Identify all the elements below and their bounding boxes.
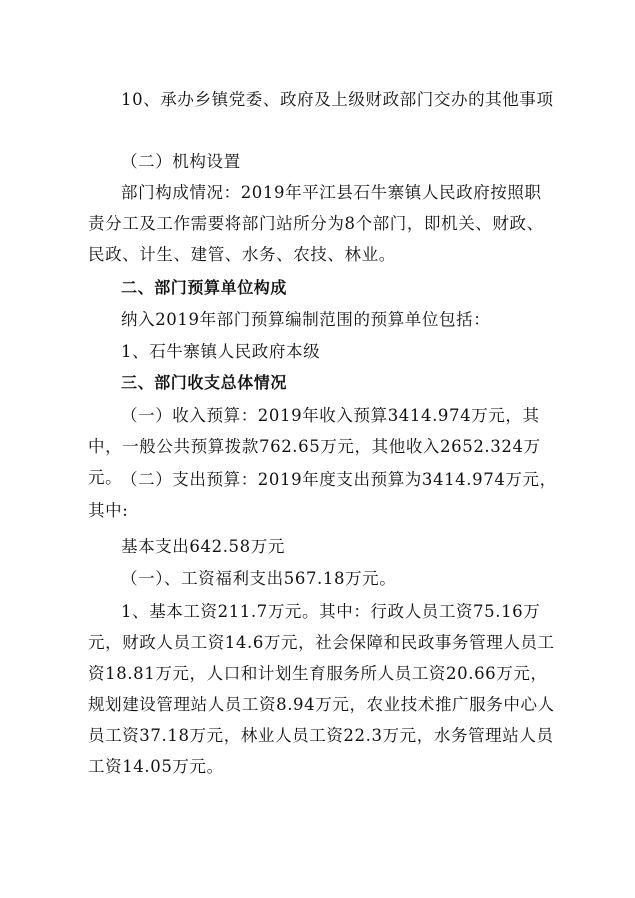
paragraph-budget-scope: 纳入2019年部门预算编制范围的预算单位包括： xyxy=(121,310,491,329)
paragraph-basic-salary: 1、基本工资211.7万元。其中：行政人员工资75.16万元，财政人员工资14.6万元，社会保障和民政事务管理人员工资18.81万元，人口和计划生育服务所人员工资20.66万元，规划建设管理站人员工资8.94万元，农业技术推广服务中心人员工资37.18万元，林业人员工资22.3万元，水务管理站人员工资14.05万元。 xyxy=(88,602,555,776)
paragraph-other-duties: 10、承办乡镇党委、政府及上级财政部门交办的其他事项 xyxy=(121,90,554,109)
heading-budget-units: 二、部门预算单位构成 xyxy=(121,278,288,297)
heading-org-setup: （二）机构设置 xyxy=(121,152,241,171)
paragraph-expense-budget: （二）支出预算：2019年度支出预算为3414.974万元，其中: xyxy=(88,470,557,520)
heading-income-expense: 三、部门收支总体情况 xyxy=(121,373,288,392)
paragraph-salary-welfare: （一）、工资福利支出567.18万元。 xyxy=(121,569,397,588)
paragraph-government-level: 1、石牛寨镇人民政府本级 xyxy=(121,342,321,361)
paragraph-basic-expense: 基本支出642.58万元 xyxy=(121,537,285,556)
paragraph-income-budget: （一）收入预算：2019年收入预算3414.974万元，其中，一般公共预算拨款762.65万元，其他收入2652.324万元。 xyxy=(88,406,541,487)
paragraph-department-composition: 部门构成情况：2019年平江县石牛寨镇人民政府按照职责分工及工作需要将部门站所分为8个部门，即机关、财政、民政、计生、建管、水务、农技、林业。 xyxy=(88,183,544,264)
